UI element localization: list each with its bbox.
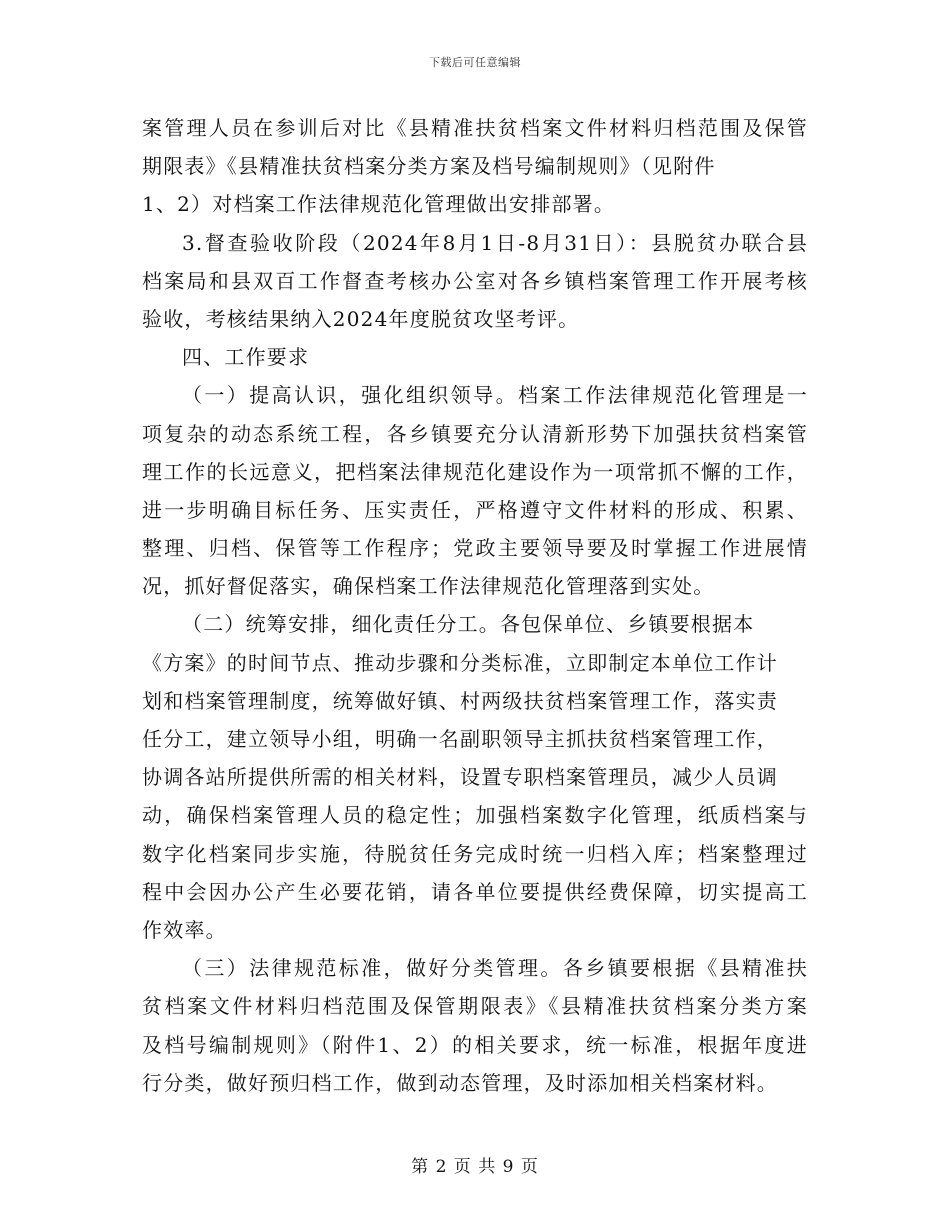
body-line: 整理、归档、保管等工作程序；党政主要领导要及时掌握工作进展情 <box>142 536 808 561</box>
body-line: 行分类，做好预归档工作，做到动态管理，及时添加相关档案材料。 <box>142 1070 778 1095</box>
body-line: （二）统筹安排，细化责任分工。各包保单位、乡镇要根据本 <box>182 612 755 637</box>
body-line: （三）法律规范标准，做好分类管理。各乡镇要根据《县精准扶 <box>182 956 808 981</box>
body-line: 项复杂的动态系统工程，各乡镇要充分认清新形势下加强扶贫档案管 <box>142 421 808 446</box>
section-heading: 四、工作要求 <box>182 345 310 370</box>
body-line: 3.督查验收阶段（2024年8月1日-8月31日）：县脱贫办联合县 <box>182 230 808 255</box>
body-line: 验收，考核结果纳入2024年度脱贫攻坚考评。 <box>142 306 580 331</box>
document-body <box>142 109 808 1102</box>
page-number: 第 2 页 共 9 页 <box>411 1157 539 1177</box>
body-line: 划和档案管理制度，统筹做好镇、村两级扶贫档案管理工作，落实责 <box>142 688 778 713</box>
body-line: 任分工，建立领导小组，明确一名副职领导主抓扶贫档案管理工作， <box>142 727 778 751</box>
body-line: 档案局和县双百工作督查考核办公室对各乡镇档案管理工作开展考核 <box>142 268 808 293</box>
body-line: 作效率。 <box>142 917 227 942</box>
body-line: 案管理人员在参训后对比《县精准扶贫档案文件材料归档范围及保管 <box>142 116 808 140</box>
page-header: 下载后可任意编辑 <box>429 56 521 69</box>
body-line: （一）提高认识，强化组织领导。档案工作法律规范化管理是一 <box>182 383 808 408</box>
body-line: 程中会因办公产生必要花销，请各单位要提供经费保障，切实提高工 <box>142 879 808 904</box>
body-line: 期限表》《县精准扶贫档案分类方案及档号编制规则》（见附件 <box>142 154 716 179</box>
body-line: 协调各站所提供所需的相关材料，设置专职档案管理员，减少人员调 <box>142 765 778 790</box>
body-line: 及档号编制规则》（附件1、2）的相关要求，统一标准，根据年度进 <box>142 1032 808 1057</box>
body-line: 数字化档案同步实施，待脱贫任务完成时统一归档入库；档案整理过 <box>142 841 808 866</box>
body-line: 进一步明确目标任务、压实责任，严格遵守文件材料的形成、积累、 <box>142 497 808 522</box>
body-line: 况，抓好督促落实，确保档案工作法律规范化管理落到实处。 <box>142 574 715 599</box>
body-line: 贫档案文件材料归档范围及保管期限表》《县精准扶贫档案分类方案 <box>142 994 808 1019</box>
body-line: 《方案》的时间节点、推动步骤和分类标准，立即制定本单位工作计 <box>142 650 778 675</box>
body-line: 1、2）对档案工作法律规范化管理做出安排部署。 <box>142 192 616 217</box>
body-line: 理工作的长远意义，把档案法律规范化建设作为一项常抓不懈的工作， <box>142 459 808 484</box>
body-line: 动，确保档案管理人员的稳定性；加强档案数字化管理，纸质档案与 <box>142 803 808 828</box>
